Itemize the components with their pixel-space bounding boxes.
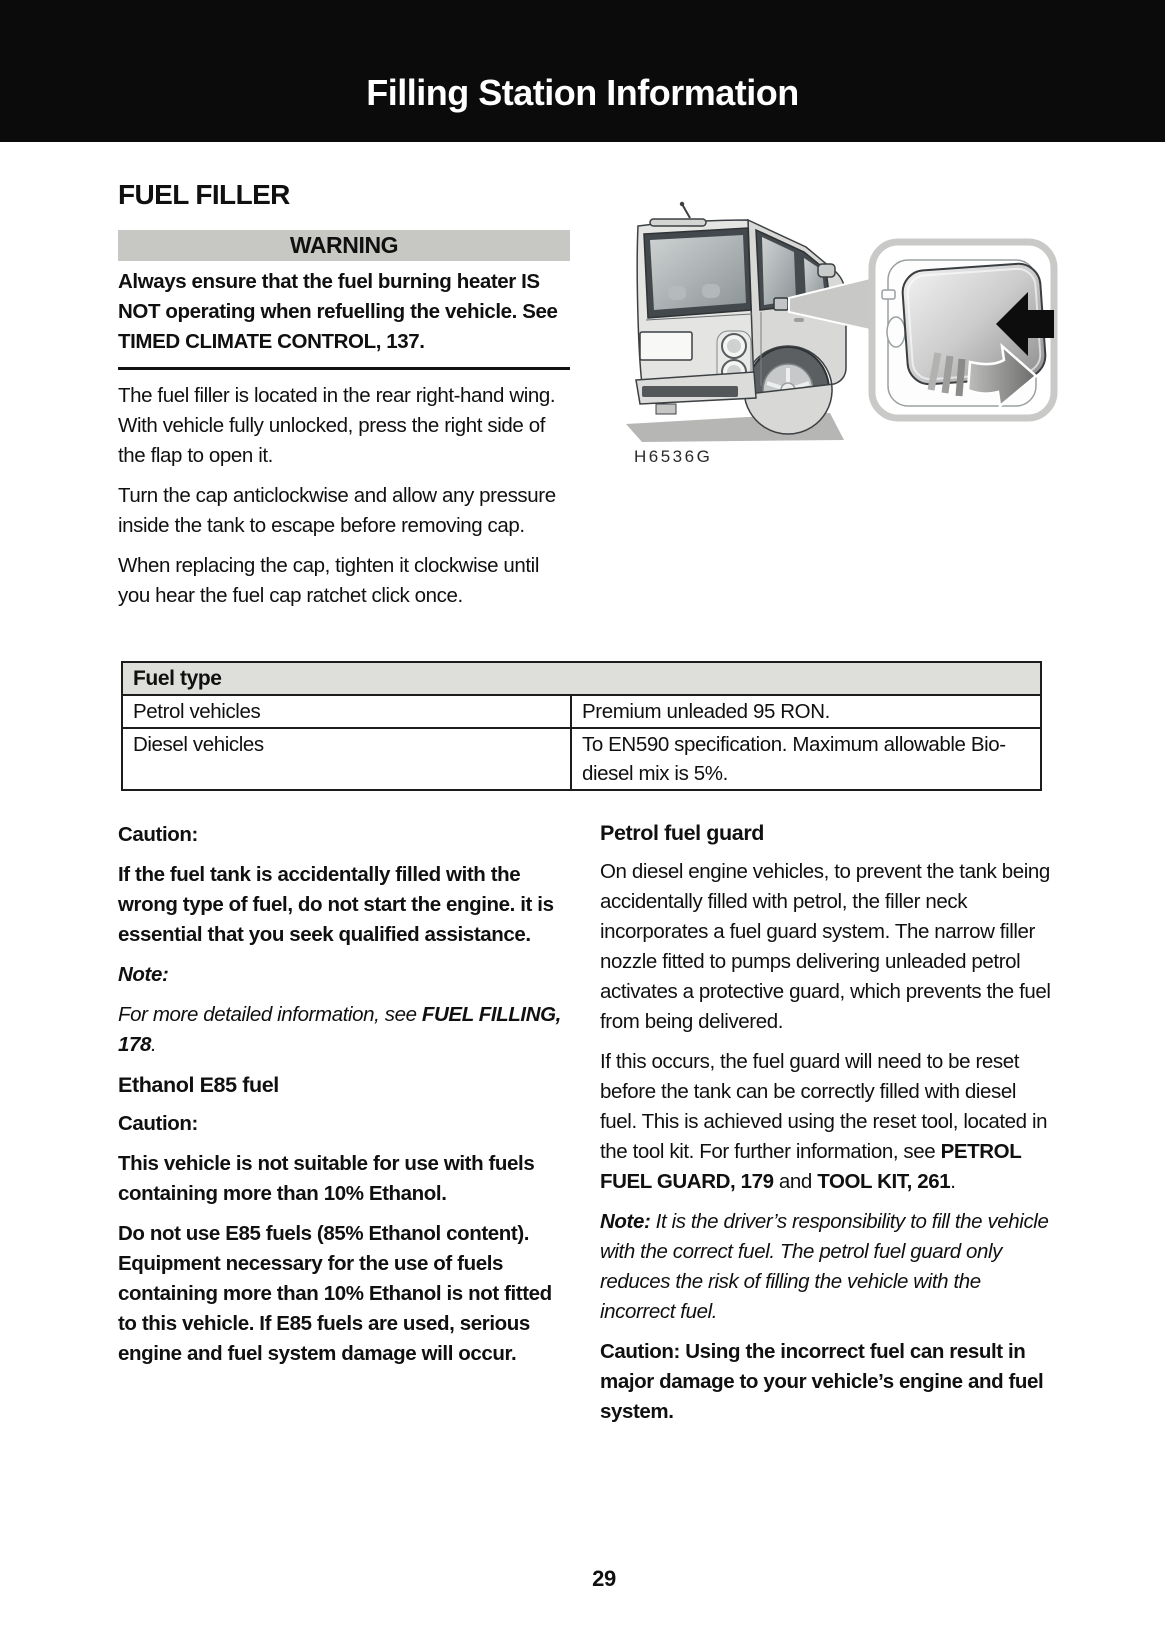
warning-divider: [118, 367, 570, 370]
vehicle-cell: Diesel vehicles: [122, 728, 571, 790]
note-label: Note:: [118, 963, 169, 986]
note-text-plain: For more detailed information, see: [118, 1003, 422, 1026]
vehicle-rear-view: [626, 202, 846, 442]
note-text-end: .: [151, 1033, 157, 1056]
fuel-flap-on-body: [774, 298, 788, 310]
spec-cell: To EN590 specification. Maximum allowable Bio-diesel mix is 5%.: [571, 728, 1041, 790]
licence-plate: [640, 332, 692, 360]
paragraph-plain: .: [950, 1170, 956, 1193]
note-text: [118, 1000, 570, 1060]
intro-column: [118, 179, 570, 621]
fuel-type-table: [121, 661, 1042, 791]
caution-text: Do not use E85 fuels (85% Ethanol content). Equipment necessary for the use of fuels containing more than 10% Ethanol is not fitted to this vehicle. If E85 fuels are used, serious engine and fuel system damage will occur.: [118, 1222, 552, 1365]
body-paragraph: [600, 1047, 1052, 1197]
caution-label: Caution:: [118, 1112, 198, 1135]
page-number: 29: [592, 1566, 616, 1591]
intro-paragraph: When replacing the cap, tighten it clockwise until you hear the fuel cap ratchet click once.: [118, 554, 539, 607]
table-header-row: [122, 662, 1041, 695]
chapter-title: Filling Station Information: [366, 72, 799, 113]
fuel-filler-illustration: [598, 190, 1068, 470]
warning-banner: WARNING: [118, 230, 570, 261]
intro-paragraph: The fuel filler is located in the rear right-hand wing. With vehicle fully unlocked, press the right side of the flap to open it.: [118, 384, 556, 467]
caution-text: This vehicle is not suitable for use with fuels containing more than 10% Ethanol.: [118, 1152, 535, 1205]
warning-text: Always ensure that the fuel burning heater IS NOT operating when refuelling the vehicle. See TIMED CLIMATE CONTROL, 137.: [118, 270, 558, 353]
paragraph-plain: If this occurs, the fuel guard will need to be reset before the tank can be correctly filled with diesel fuel. This is achieved using the reset tool, located in the tool kit. For further information, see: [600, 1050, 1048, 1163]
figure-code: H6536G: [634, 447, 713, 466]
caution-text: If the fuel tank is accidentally filled with the wrong type of fuel, do not start the engine. it is essential that you seek qualified assistance.: [118, 863, 554, 946]
vehicle-cell: Petrol vehicles: [122, 695, 571, 728]
petrol-fuel-guard-heading: Petrol fuel guard: [600, 821, 765, 845]
section-heading: FUEL FILLER: [118, 179, 290, 210]
note-text-plain: It is the driver’s responsibility to fill the vehicle with the correct fuel. The petrol fuel guard only reduces the risk of filling the vehicle with the incorrect fuel.: [600, 1210, 1049, 1323]
caution-label: Caution:: [118, 823, 198, 846]
note-label: Note:: [600, 1210, 651, 1233]
cross-reference: TOOL KIT, 261: [817, 1170, 951, 1193]
left-text-column: [118, 820, 570, 1379]
door-mirror: [818, 264, 835, 277]
paragraph-plain: and: [773, 1170, 818, 1193]
table-row: [122, 728, 1041, 790]
spec-cell: Premium unleaded 95 RON.: [571, 695, 1041, 728]
ethanol-heading: Ethanol E85 fuel: [118, 1073, 279, 1097]
body-paragraph: On diesel engine vehicles, to prevent the tank being accidentally filled with petrol, the filler neck incorporates a fuel guard system. The narrow filler nozzle fitted to pumps delivering unleaded petrol activates a protective guard, which prevents the fuel from being delivered.: [600, 860, 1051, 1033]
right-text-column: [600, 818, 1052, 1437]
cross-reference: FUEL FILLING, 178: [118, 1003, 561, 1056]
note-text: [600, 1207, 1052, 1327]
chapter-header-bar: [0, 0, 1165, 142]
caution-text: Caution: Using the incorrect fuel can result in major damage to your vehicle’s engine and fuel system.: [600, 1340, 1044, 1423]
table-header-cell: Fuel type: [122, 662, 1041, 695]
cross-reference: PETROL FUEL GUARD, 179: [600, 1140, 1021, 1193]
table-row: [122, 695, 1041, 728]
fuel-flap-callout: [872, 242, 1054, 418]
intro-paragraph: Turn the cap anticlockwise and allow any pressure inside the tank to escape before removing cap.: [118, 484, 556, 537]
